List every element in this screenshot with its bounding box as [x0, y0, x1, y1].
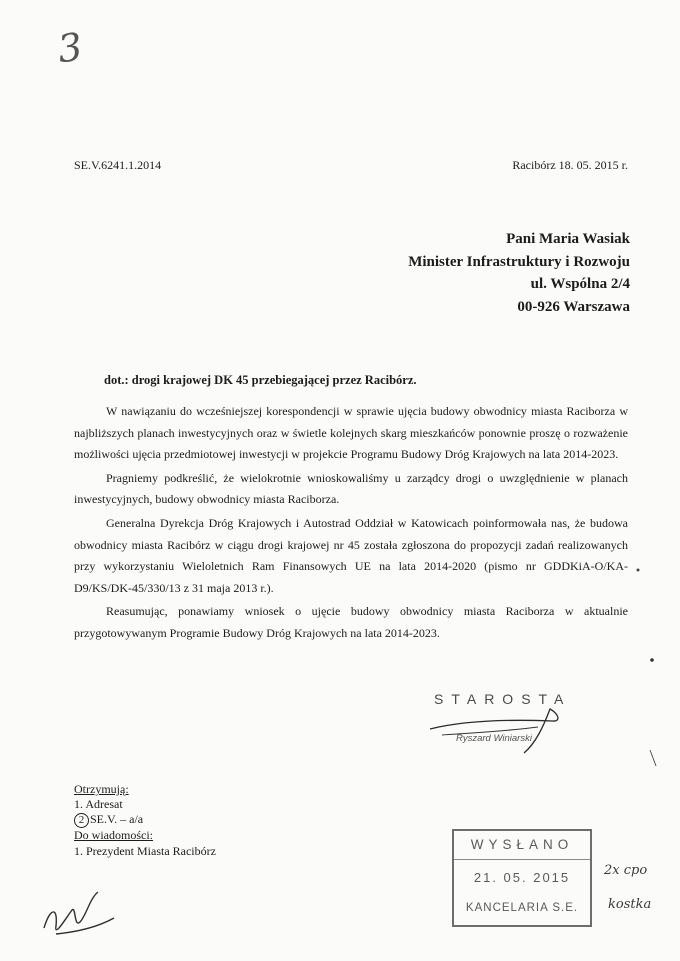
addressee-street: ul. Wspólna 2/4 [530, 276, 630, 292]
paragraph-3: Generalna Dyrekcja Dróg Krajowych i Autostrad Oddział w Katowicach poinformowała nas, że budowa obwodnicy miasta Racibórz w ciągu drogi krajowej nr 45 została zgłoszona do propozycji zadań realizowanych przy wykorzystaniu Wieloletnich Ram Finansowych UE na lata 2014-2020 (pismo nr GDDKiA-O/KA-D9/KS/DK-45/330/13 z 31 maja 2013 r.). [74, 515, 628, 595]
handwritten-note-1: 2x cpo [604, 863, 648, 878]
sent-stamp-office: KANCELARIA S.E. [465, 902, 579, 914]
recipients-heading: Otrzymują: [74, 782, 129, 796]
margin-marks [630, 540, 670, 780]
paragraph-4: Reasumując, ponawiamy wniosek o ujęcie budowy obwodnicy miasta Raciborza w aktualnie przygotowywanym Programie Budowy Dróg Krajowych na lata 2014-2023. [74, 604, 628, 640]
recipient-1: 1. Adresat [74, 797, 123, 812]
signature-title: STAROSTA [434, 691, 572, 707]
paragraph-1: W nawiązaniu do wcześniejszej korespondencji w sprawie ujęcia budowy obwodnicy miasta Raciborza w najbliższych planach inwestycyjnych oraz w świetle kolejnych skarg mieszkańców ponownie proszę o rozważenie możliwości ujęcia przedmiotowej inwestycji w projekcie Programu Budowy Dróg Krajowych na lata 2014-2023. [74, 404, 628, 462]
handwritten-initials [36, 888, 126, 948]
addressee-title: Minister Infrastruktury i Rozwoju [408, 253, 630, 270]
subject-line: dot.: drogi krajowej DK 45 przebiegającej przez Racibórz. [104, 373, 417, 387]
addressee-city: 00-926 Warszawa [517, 298, 630, 315]
sent-stamp-date: 21. 05. 2015 [473, 870, 571, 885]
sent-stamp [452, 829, 592, 927]
handwritten-note-2: kostka [608, 897, 652, 912]
signature-scribble [412, 691, 582, 761]
place-date: Racibórz 18. 05. 2015 r. [512, 158, 628, 172]
reference-number: SE.V.6241.1.2014 [74, 158, 162, 172]
addressee-block [408, 228, 630, 318]
info-recipient-1: 1. Prezydent Miasta Racibórz [74, 843, 216, 858]
recipients-list [74, 782, 216, 859]
letter-body [74, 401, 628, 645]
recipient-2: 2 SE.V. – a/a [74, 812, 216, 828]
page-number-mark: 3 [55, 24, 86, 72]
info-heading: Do wiadomości: [74, 828, 153, 843]
signature-stamp [412, 691, 582, 761]
paragraph-2: Pragniemy podkreślić, że wielokrotnie wnioskowaliśmy u zarządcy drogi o uwzględnienie w planach inwestycyjnych, budowy obwodnicy miasta Raciborza. [74, 470, 628, 507]
sent-stamp-title: WYSŁANO [470, 837, 574, 852]
circled-number: 2 [74, 813, 89, 828]
addressee-name: Pani Maria Wasiak [506, 231, 630, 247]
signature-name: Ryszard Winiarski [456, 733, 532, 744]
